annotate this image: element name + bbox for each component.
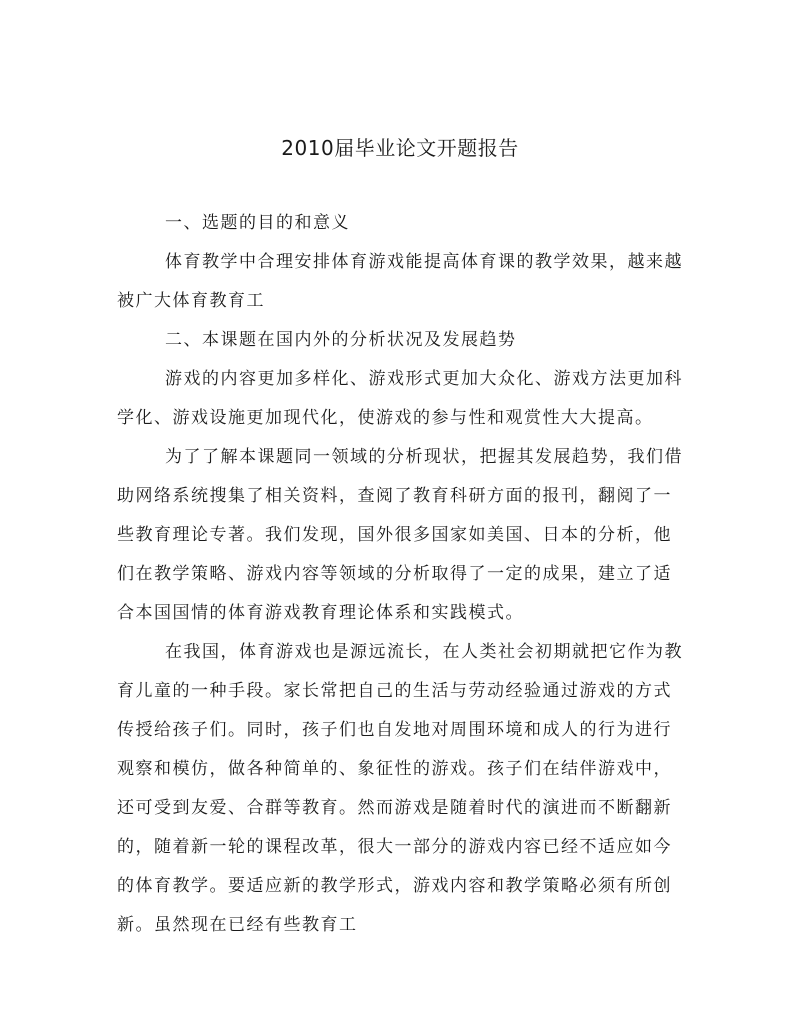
paragraph-line: 合本国国情的体育游戏教育理论体系和实践模式。 — [117, 603, 524, 623]
paragraph-line: 些教育理论专著。我们发现，国外很多国家如美国、日本的分析，他 — [117, 525, 672, 545]
paragraph-line: 的体育教学。要适应新的教学形式，游戏内容和教学策略必须有所创 — [117, 876, 672, 896]
paragraph-line: 还可受到友爱、合群等教育。然而游戏是随着时代的演进而不断翻新 — [117, 798, 672, 818]
section-heading-2: 二、本课题在国内外的分析状况及发展趋势 — [165, 330, 517, 350]
paragraph-line: 们在教学策略、游戏内容等领域的分析取得了一定的成果，建立了适 — [117, 564, 672, 584]
paragraph-line: 新。虽然现在已经有些教育工 — [117, 915, 358, 935]
paragraph-line: 学化、游戏设施更加现代化，使游戏的参与性和观赏性大大提高。 — [117, 408, 654, 428]
section-heading-1: 一、选题的目的和意义 — [165, 213, 350, 233]
paragraph-line: 观察和模仿，做各种简单的、象征性的游戏。孩子们在结伴游戏中， — [117, 759, 672, 779]
paragraph-line: 育儿童的一种手段。家长常把自己的生活与劳动经验通过游戏的方式 — [117, 681, 672, 701]
paragraph-line: 为了了解本课题同一领域的分析现状，把握其发展趋势，我们借 — [165, 447, 683, 467]
paragraph-line: 助网络系统搜集了相关资料，查阅了教育科研方面的报刊，翻阅了一 — [117, 486, 672, 506]
document-title: 2010届毕业论文开题报告 — [281, 136, 519, 160]
paragraph-line: 传授给孩子们。同时，孩子们也自发地对周围环境和成人的行为进行 — [117, 720, 672, 740]
paragraph-line: 在我国，体育游戏也是源远流长，在人类社会初期就把它作为教 — [165, 642, 683, 662]
paragraph-line: 体育教学中合理安排体育游戏能提高体育课的教学效果，越来越 — [165, 252, 683, 272]
paragraph-line: 游戏的内容更加多样化、游戏形式更加大众化、游戏方法更加科 — [165, 369, 683, 389]
paragraph-line: 的，随着新一轮的课程改革，很大一部分的游戏内容已经不适应如今 — [117, 837, 672, 857]
paragraph-line: 被广大体育教育工 — [117, 291, 265, 311]
